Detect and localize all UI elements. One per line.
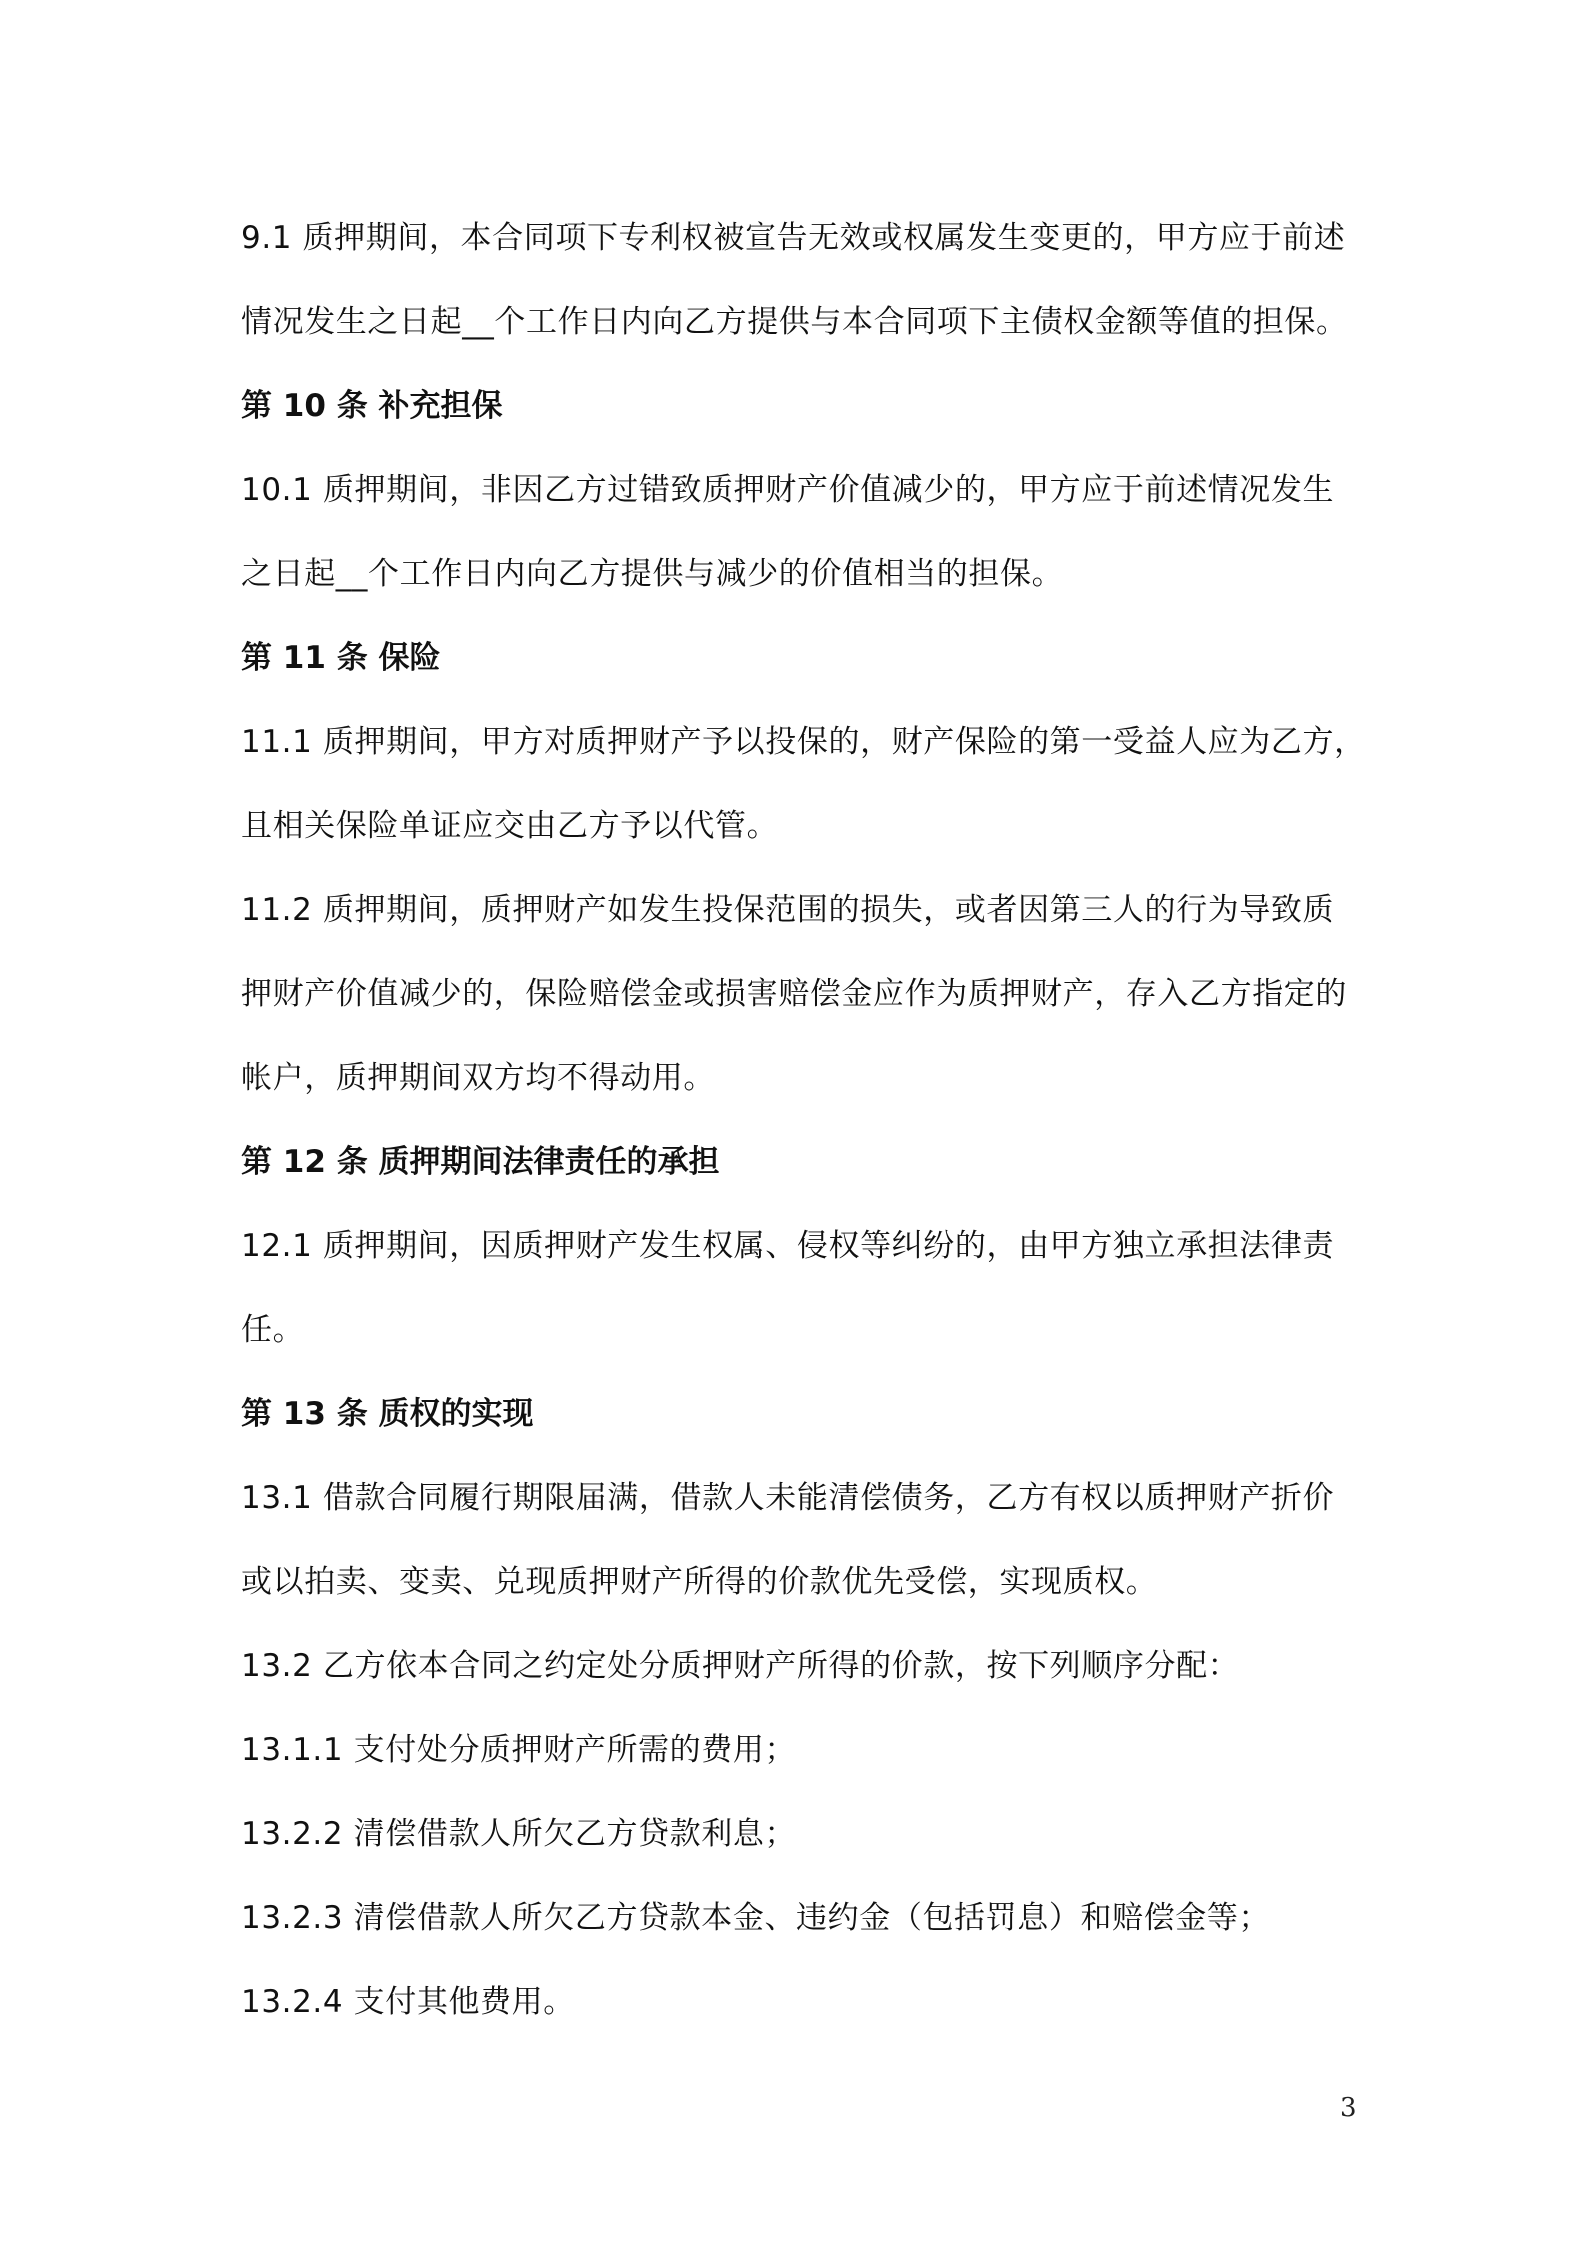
list-item: 13.2.2 清偿借款人所欠乙方贷款利息； (241, 1816, 797, 1852)
section-heading: 第 11 条 保险 (241, 640, 441, 676)
paragraph-line: 押财产价值减少的，保险赔偿金或损害赔偿金应作为质押财产，存入乙方指定的 (241, 976, 1347, 1012)
paragraph-line: 9.1 质押期间，本合同项下专利权被宣告无效或权属发生变更的，甲方应于前述 (241, 220, 1346, 256)
paragraph-line: 帐户，质押期间双方均不得动用。 (241, 1060, 715, 1096)
page-number: 3 (1340, 2093, 1357, 2123)
paragraph-line: 13.2 乙方依本合同之约定处分质押财产所得的价款，按下列顺序分配： (241, 1648, 1240, 1684)
paragraph-line: 或以拍卖、变卖、兑现质押财产所得的价款优先受偿，实现质权。 (241, 1564, 1158, 1600)
paragraph-line: 且相关保险单证应交由乙方予以代管。 (241, 808, 779, 844)
list-item: 13.1.1 支付处分质押财产所需的费用； (241, 1732, 797, 1768)
list-item: 13.2.4 支付其他费用。 (241, 1984, 575, 2020)
paragraph-line: 11.1 质押期间，甲方对质押财产予以投保的，财产保险的第一受益人应为乙方， (241, 724, 1366, 760)
paragraph-line: 13.1 借款合同履行期限届满，借款人未能清偿债务，乙方有权以质押财产折价 (241, 1480, 1335, 1516)
section-heading: 第 13 条 质权的实现 (241, 1396, 534, 1432)
list-item: 13.2.3 清偿借款人所欠乙方贷款本金、违约金（包括罚息）和赔偿金等； (241, 1900, 1271, 1936)
paragraph-line: 11.2 质押期间，质押财产如发生投保范围的损失，或者因第三人的行为导致质 (241, 892, 1335, 928)
section-heading: 第 12 条 质押期间法律责任的承担 (241, 1144, 720, 1180)
paragraph-line: 12.1 质押期间，因质押财产发生权属、侵权等纠纷的，由甲方独立承担法律责 (241, 1228, 1335, 1264)
paragraph-line: 10.1 质押期间，非因乙方过错致质押财产价值减少的，甲方应于前述情况发生 (241, 472, 1335, 508)
section-heading: 第 10 条 补充担保 (241, 388, 503, 424)
paragraph-line: 之日起__个工作日内向乙方提供与减少的价值相当的担保。 (241, 556, 1064, 592)
paragraph-line: 任。 (241, 1312, 305, 1348)
document-body (241, 196, 1366, 2044)
paragraph-line: 情况发生之日起__个工作日内向乙方提供与本合同项下主债权金额等值的担保。 (241, 304, 1348, 340)
